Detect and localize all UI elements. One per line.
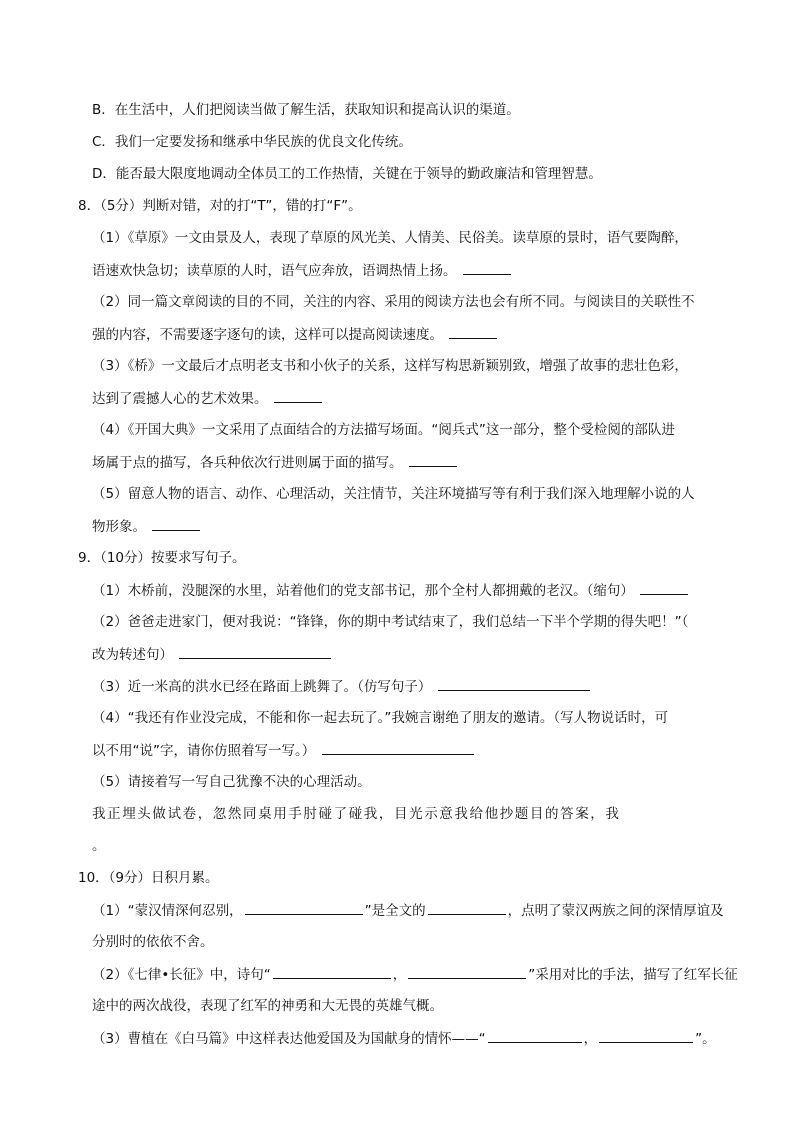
q10-item1-line2: 分别时的依依不舍。 (92, 934, 214, 950)
q8-item3-line1: （3）《桥》一文最后才点明老支书和小伙子的关系，这样写构思新颖别致，增强了故事的悲壮色彩， (92, 358, 688, 374)
q8-title: 8．（5分）判断对错，对的打“T”，错的打“F”。 (78, 198, 362, 214)
q9-item2-line2 (92, 644, 333, 665)
q10-item2-line2: 途中的两次战役，表现了红军的神勇和大无畏的英雄气概。 (92, 998, 443, 1014)
q10-item1-blank-1[interactable] (245, 900, 363, 915)
q9-item4-line1: （4）“我还有作业没完成，不能和你一起去玩了。”我婉言谢绝了朋友的邀请。（写人物说话时，可 (92, 710, 669, 726)
q10-item1-line1 (92, 900, 724, 921)
q10-item1-blank-2[interactable] (428, 900, 506, 915)
q8-item5-line2 (92, 516, 202, 537)
q8-item2-answer-blank[interactable] (449, 324, 497, 339)
q8-item5-answer-blank[interactable] (152, 516, 200, 531)
q10-item1-text-pre: （1）“蒙汉情深何忍别， (92, 903, 243, 919)
q8-item2-line2 (92, 324, 499, 345)
q8-item2-text: 强的内容，不需要逐字逐句的读，这样可以提高阅读速度。 (92, 327, 443, 343)
q9-item3-text: （3）近一米高的洪水已经在路面上跳舞了。（仿写句子） (92, 679, 432, 695)
q8-item5-line1: （5）留意人物的语言、动作、心理活动，关注情节，关注环境描写等有利于我们深入地理解小说的人 (92, 486, 695, 502)
q8-item4-line1: （4）《开国大典》一文采用了点面结合的方法描写场面。“阅兵式”这一部分，整个受检阅的部队进 (92, 422, 675, 438)
option-b: B．在生活中，人们把阅读当做了解生活，获取知识和提高认识的渠道。 (92, 102, 520, 118)
option-d: D．能否最大限度地调动全体员工的工作热情，关键在于领导的勤政廉洁和管理智慧。 (92, 166, 602, 182)
q10-item1-text-mid: ”是全文的 (364, 903, 426, 919)
q8-item3-line2 (92, 388, 324, 409)
option-c: C．我们一定要发扬和继承中华民族的优良文化传统。 (92, 134, 412, 150)
q9-item4-text: 以不用“说”字，请你仿照着写一写。） (92, 743, 316, 759)
q10-item3 (92, 1028, 716, 1049)
q8-item3-text: 达到了震撼人心的艺术效果。 (92, 391, 268, 407)
q9-item1-answer-blank[interactable] (640, 580, 688, 595)
q10-item3-text-pre: （3）曹植在《白马篇》中这样表达他爱国及为国献身的情怀——“ (92, 1031, 486, 1047)
q9-item4-answer-blank[interactable] (322, 740, 474, 755)
q9-item5: （5）请接着写一写自己犹豫不决的心理活动。 (92, 774, 371, 790)
q10-title: 10．（9分）日积月累。 (78, 870, 219, 886)
q8-item2-line1: （2）同一篇文章阅读的目的不同，关注的内容、采用的阅读方法也会有所不同。与阅读目的关联性不 (92, 294, 695, 310)
q9-item1 (92, 580, 690, 601)
q8-item1-text: 语速欢快急切；读草原的人时，语气应奔放，语调热情上扬。 (92, 263, 457, 279)
q8-item1-answer-blank[interactable] (463, 260, 511, 275)
q8-item1-line2 (92, 260, 513, 281)
q10-item3-blank-2[interactable] (599, 1028, 693, 1043)
q10-item1-text-post: ，点明了蒙汉两族之间的深情厚谊及 (507, 903, 724, 919)
q9-item2-answer-blank[interactable] (179, 644, 331, 659)
q9-title: 9．（10分）按要求写句子。 (78, 550, 246, 566)
q9-item1-text: （1）木桥前，没腿深的水里，站着他们的党支部书记，那个全村人都拥戴的老汉。（缩句） (92, 583, 634, 599)
q9-item5-end: 。 (92, 838, 106, 854)
q9-item2-text: 改为转述句） (92, 647, 173, 663)
q10-item2-text-pre: （2）《七律•长征》中，诗句“ (92, 967, 271, 983)
q10-item3-blank-1[interactable] (488, 1028, 582, 1043)
q10-item2-blank-2[interactable] (408, 964, 526, 979)
q10-item2-text-post: ”采用对比的手法，描写了红军长征 (528, 967, 738, 983)
q10-item2-text-sep: ， (392, 967, 407, 983)
q8-item3-answer-blank[interactable] (274, 388, 322, 403)
q8-item1-line1: （1）《草原》一文由景及人，表现了草原的风光美、人情美、民俗美。读草原的景时，语气要陶醉， (92, 230, 688, 246)
q8-item4-line2 (92, 452, 459, 473)
q9-item3 (92, 676, 592, 697)
q9-item4-line2 (92, 740, 476, 761)
q9-item5-context: 我正埋头做试卷，忽然同桌用手肘碰了碰我，目光示意我给他抄题目的答案，我 (92, 806, 621, 822)
q10-item3-text-sep: ， (583, 1031, 598, 1047)
q8-item4-answer-blank[interactable] (409, 452, 457, 467)
q8-item4-text: 场属于点的描写，各兵种依次行进则属于面的描写。 (92, 455, 403, 471)
q10-item3-text-post: ”。 (695, 1031, 716, 1047)
q10-item2-line1 (92, 964, 738, 985)
q10-item2-blank-1[interactable] (273, 964, 391, 979)
q9-item3-answer-blank[interactable] (438, 676, 590, 691)
q9-item2-line1: （2）爸爸走进家门，便对我说：“锋锋，你的期中考试结束了，我们总结一下半个学期的得失吧！”（ (92, 614, 689, 630)
q8-item5-text: 物形象。 (92, 519, 146, 535)
